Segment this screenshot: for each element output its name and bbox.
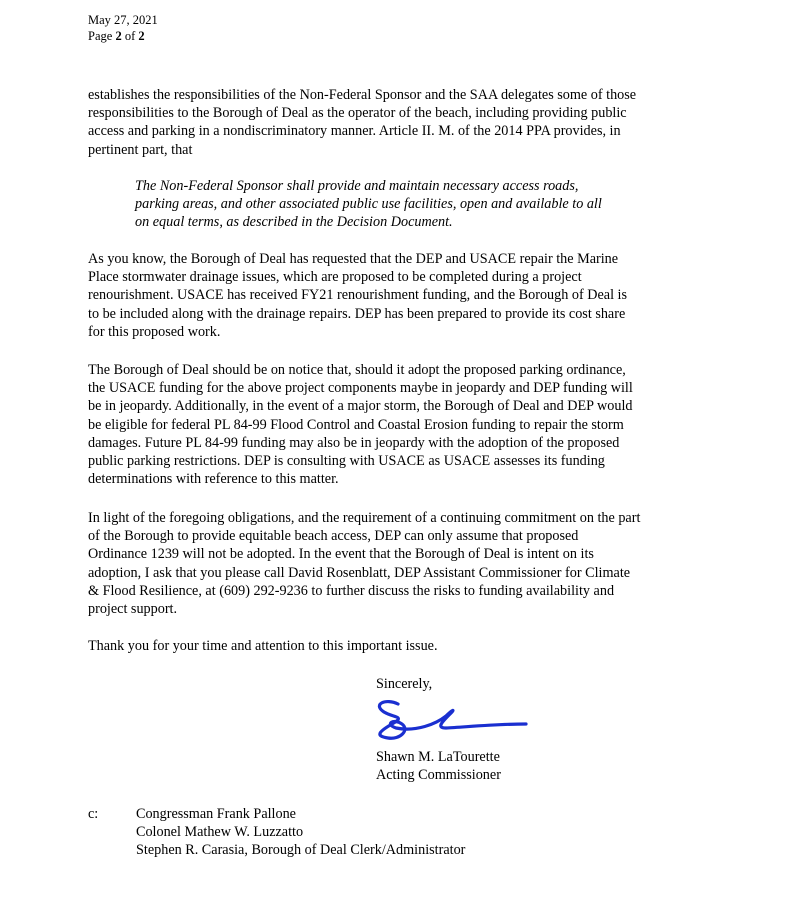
cc-recipient: Congressman Frank Pallone (136, 806, 296, 822)
paragraph-ordinance-request (88, 509, 728, 618)
paragraph-funding-jeopardy (88, 361, 728, 488)
quote-line: on equal terms, as described in the Decision Document. (135, 214, 453, 231)
header-date: May 27, 2021 (88, 13, 158, 27)
text-line: establishes the responsibilities of the Non-Federal Sponsor and the SAA delegates some of those (88, 87, 637, 103)
text-line: adoption, I ask that you please call David Rosenblatt, DEP Assistant Commissioner for Climate (88, 564, 631, 581)
cc-recipient: Colonel Mathew W. Luzzatto (136, 824, 304, 841)
text-line: be eligible for federal PL 84-99 Flood Control and Coastal Erosion funding to repair the storm (88, 416, 624, 433)
quote-line: parking areas, and other associated public use facilities, open and available to all (135, 196, 602, 213)
text-line: As you know, the Borough of Deal has requested that the DEP and USACE repair the Marine (88, 251, 619, 267)
text-line: Thank you for your time and attention to this important issue. (88, 638, 438, 654)
signer-name: Shawn M. LaTourette (376, 749, 500, 765)
page-header (88, 12, 158, 44)
text-line: public parking restrictions. DEP is consulting with USACE as USACE assesses its funding (88, 453, 605, 470)
text-line: renourishment. USACE has received FY21 renourishment funding, and the Borough of Deal is (88, 287, 628, 304)
block-quote-ppa-article (135, 177, 695, 232)
header-page-number: Page 2 of 2 (88, 29, 145, 43)
text-line: access and parking in a nondiscriminatory manner. Article II. M. of the 2014 PPA provides, in (88, 123, 621, 140)
text-line: & Flood Resilience, at (609) 292-9236 to further discuss the risks to funding availability and (88, 582, 615, 599)
closing-salutation: Sincerely, (376, 676, 433, 692)
text-line: of the Borough to provide equitable beach access, DEP can only assume that proposed (88, 528, 579, 545)
signer-title: Acting Commissioner (376, 767, 501, 784)
text-line: project support. (88, 601, 178, 618)
paragraph-ppa-responsibilities (88, 86, 728, 159)
text-line: for this proposed work. (88, 323, 221, 340)
signer-block (376, 748, 501, 784)
paragraph-drainage-repairs (88, 250, 728, 341)
text-line: Ordinance 1239 will not be adopted. In the event that the Borough of Deal is intent on its (88, 546, 594, 563)
paragraph-thank-you (88, 637, 728, 655)
signature-stroke (379, 702, 526, 739)
text-line: In light of the foregoing obligations, and the requirement of a continuing commitment on the part (88, 510, 641, 526)
text-line: responsibilities to the Borough of Deal as the operator of the beach, including providing public (88, 105, 627, 122)
text-line: pertinent part, that (88, 141, 193, 158)
text-line: damages. Future PL 84-99 funding may also be in jeopardy with the adoption of the proposed (88, 434, 620, 451)
text-line: The Borough of Deal should be on notice that, should it adopt the proposed parking ordinance, (88, 362, 626, 378)
text-line: determinations with reference to this matter. (88, 471, 339, 488)
cc-label: c: (88, 806, 99, 822)
text-line: Place stormwater drainage issues, which are proposed to be completed during a project (88, 269, 582, 286)
quote-line: The Non-Federal Sponsor shall provide and maintain necessary access roads, (135, 178, 579, 194)
cc-recipient: Stephen R. Carasia, Borough of Deal Clerk/Administrator (136, 842, 466, 859)
text-line: be in jeopardy. Additionally, in the event of a major storm, the Borough of Deal and DEP would (88, 398, 633, 415)
handwritten-signature (366, 694, 536, 744)
text-line: the USACE funding for the above project components maybe in jeopardy and DEP funding will (88, 380, 633, 397)
cc-list (136, 805, 465, 860)
text-line: to be included along with the drainage repairs. DEP has been prepared to provide its cost share (88, 305, 626, 322)
